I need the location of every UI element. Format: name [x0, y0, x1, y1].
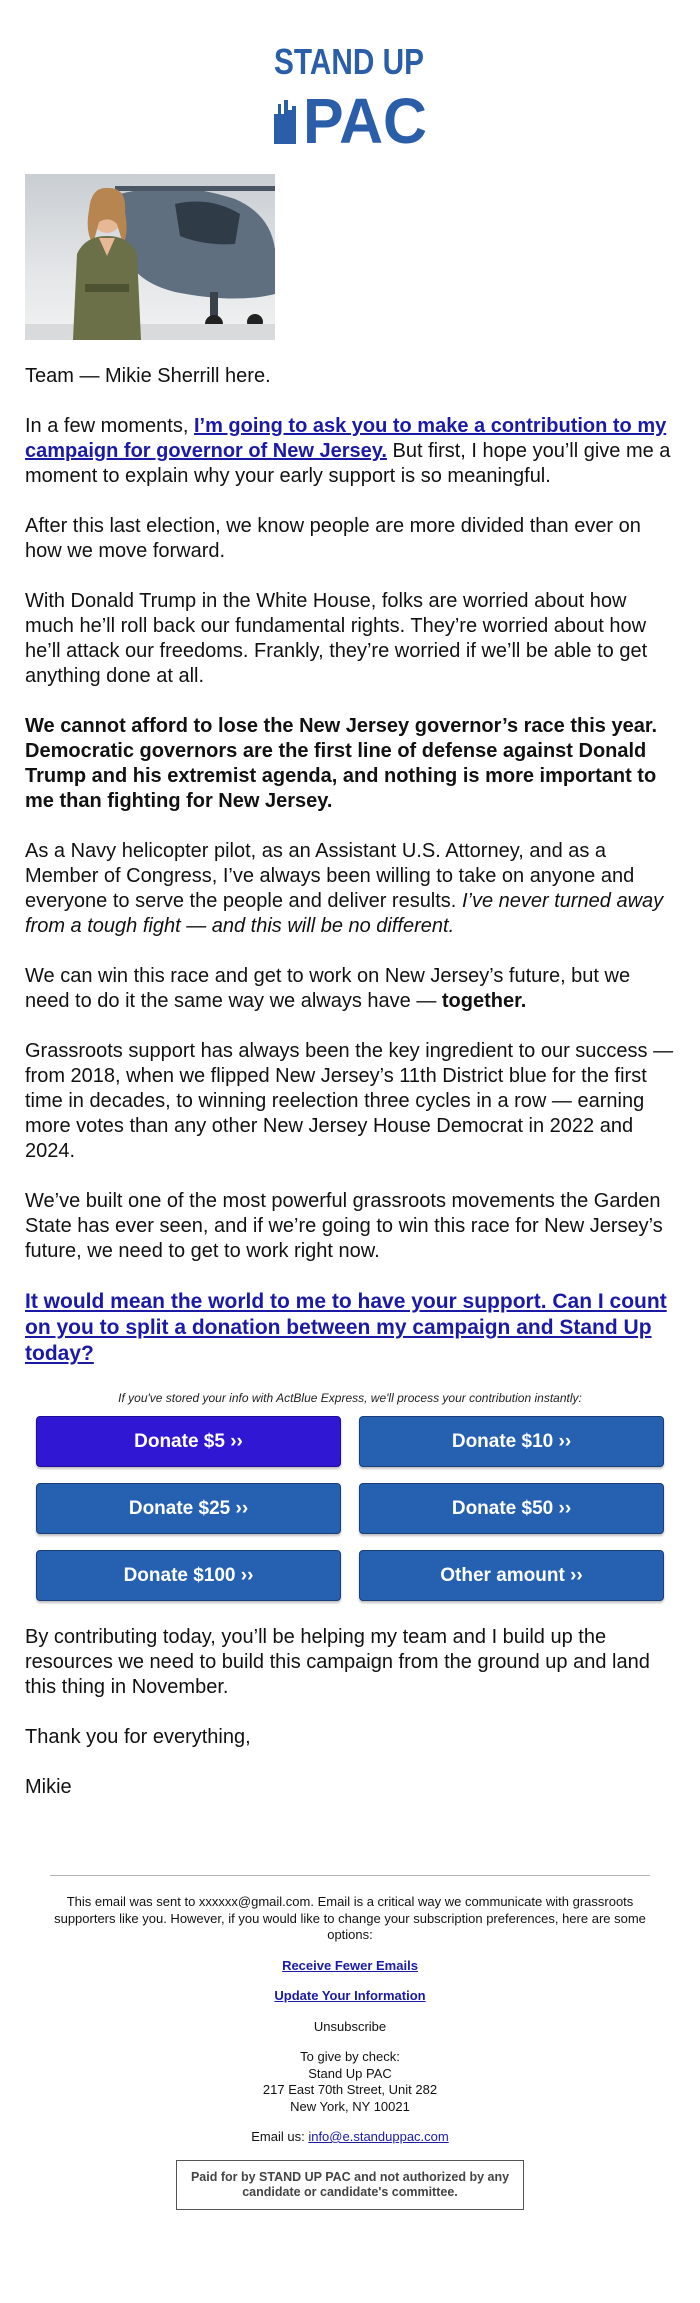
paragraph-election: After this last election, we know people are more divided than ever on how we move forward. — [25, 515, 641, 562]
paragraph-movement: We’ve built one of the most powerful grassroots movements the Garden State has ever seen, and if we’re going to win this race for New Jersey’s future, we need to get to work right now. — [25, 1190, 663, 1262]
hero-photo — [25, 174, 275, 340]
donate-25-button[interactable]: Donate $25 ›› — [36, 1483, 341, 1534]
greeting: Team — Mikie Sherrill here. — [25, 365, 271, 387]
check-label: To give by check: — [300, 2049, 400, 2064]
paid-for-disclaimer: Paid for by STAND UP PAC and not authorized by any candidate or candidate's committee. — [176, 2160, 524, 2210]
split-donation-link[interactable]: It would mean the world to me to have your support. Can I count on you to split a donation between my campaign and Stand Up today? — [25, 1290, 667, 1365]
paragraph-grassroots: Grassroots support has always been the key ingredient to our success — from 2018, when we flipped New Jersey’s 11th District blue for the first time in decades, to winning reelection three cycles in a row — earning more votes than any other New Jersey House Democrat in 2022 and 2024. — [25, 1040, 674, 1162]
footer-sent-to: This email was sent to xxxxxx@gmail.com. Email is a critical way we communicate with grassroots supporters like you. However, if you would like to change your subscription preferences, here are some options: — [54, 1894, 646, 1942]
donate-button-grid — [36, 1416, 664, 1601]
unsubscribe-link[interactable]: Unsubscribe — [313, 2018, 387, 2034]
email-address-link[interactable]: info@e.standuppac.com — [308, 2129, 449, 2144]
intro-text-start: In a few moments, — [25, 415, 194, 437]
paragraph-intro — [25, 414, 675, 489]
email-label: Email us: — [251, 2129, 309, 2144]
logo-line-stand-up: STAND UP — [274, 41, 424, 82]
paragraph-governor-race: We cannot afford to lose the New Jersey governor’s race this year. Democratic governors are the first line of defense against Donald Trump and his extremist agenda, and nothing is more important to me than fighting for New Jersey. — [25, 715, 658, 812]
contribution-link[interactable]: I’m going to ask you to make a contribution to my campaign for governor of New Jersey. — [25, 415, 667, 462]
check-org: Stand Up PAC — [308, 2065, 392, 2081]
intro-text-end: But first, I hope you’ll give me a moment to explain why your early support is so meaningful. — [25, 440, 671, 487]
donate-other-amount-button[interactable]: Other amount ›› — [359, 1550, 664, 1601]
paragraph-together — [25, 964, 675, 1014]
together-text: We can win this race and get to work on New Jersey’s future, but we need to do it the same way we always have — — [25, 965, 631, 1012]
check-address — [50, 2049, 650, 2115]
update-information-link[interactable]: Update Your Information — [274, 1988, 426, 2003]
check-city: New York, NY 10021 — [290, 2098, 410, 2114]
background-text: As a Navy helicopter pilot, as an Assistant U.S. Attorney, and as a Member of Congress, I’ve always been willing to take on anyone and everyone to serve the people and deliver results. — [25, 840, 635, 912]
paragraph-trump: With Donald Trump in the White House, folks are worried about how much he’ll roll back our fundamental rights. They’re worried about how he’ll attack our freedoms. Frankly, they’re worried if we’ll be able to get anything done at all. — [25, 590, 648, 687]
background-italic: I’ve never turned away from a tough fight — and this will be no different. — [25, 890, 664, 937]
footer-email — [50, 2129, 650, 2146]
paragraph-cta — [25, 1289, 675, 1367]
logo-skyline-icon — [274, 100, 296, 144]
actblue-note: If you've stored your info with ActBlue Express, we'll process your contribution instantly: — [118, 1391, 582, 1405]
email-footer — [50, 1875, 650, 2210]
donate-100-button[interactable]: Donate $100 ›› — [36, 1550, 341, 1601]
donate-5-button[interactable]: Donate $5 ›› — [36, 1416, 341, 1467]
donate-50-button[interactable]: Donate $50 ›› — [359, 1483, 664, 1534]
email-body — [25, 364, 675, 1825]
check-street: 217 East 70th Street, Unit 282 — [262, 2082, 438, 2097]
receive-fewer-emails-link[interactable]: Receive Fewer Emails — [282, 1957, 418, 1973]
donate-10-button[interactable]: Donate $10 ›› — [359, 1416, 664, 1467]
closing-line: Thank you for everything, — [25, 1726, 251, 1748]
stand-up-pac-logo — [270, 40, 428, 157]
logo-line-pac: PAC — [303, 85, 427, 157]
together-bold: together. — [441, 990, 527, 1012]
signature: Mikie — [25, 1776, 72, 1798]
paragraph-contributing: By contributing today, you’ll be helping my team and I build up the resources we need to build this campaign from the ground up and land this thing in November. — [25, 1626, 650, 1698]
paragraph-background — [25, 839, 675, 939]
